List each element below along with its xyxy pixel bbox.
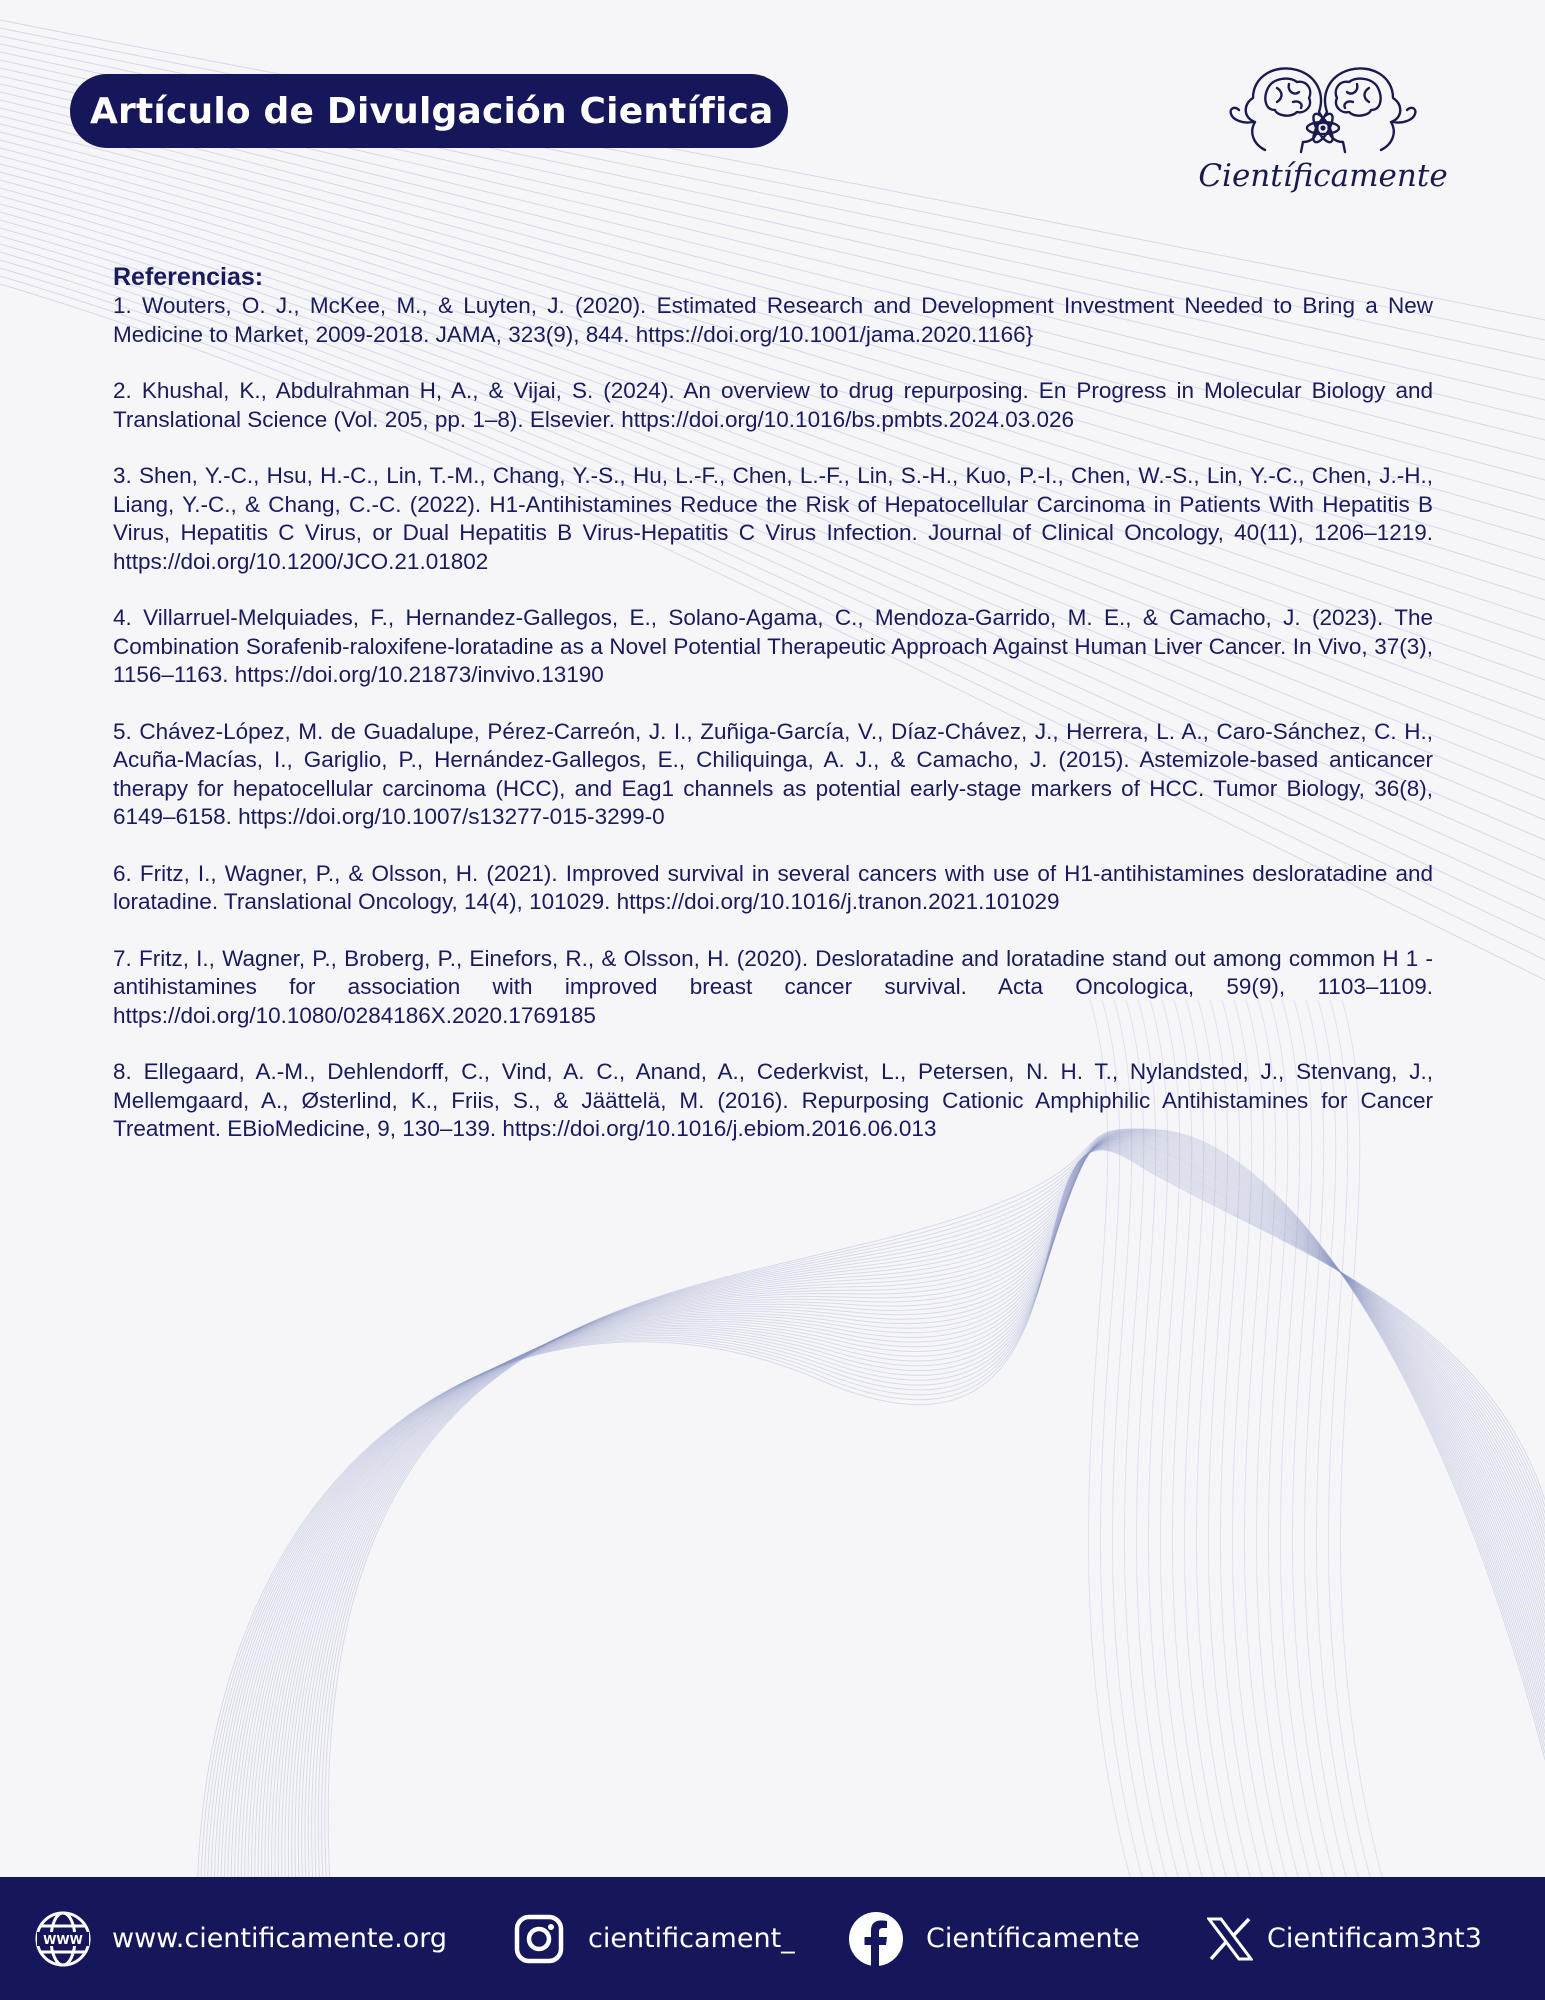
- footer-bar: [0, 1877, 1545, 2000]
- globe-www-icon: [34, 1910, 92, 1968]
- reference-item: 1. Wouters, O. J., McKee, M., & Luyten, J. (2020). Estimated Research and Development Investment Needed to Bring a New Medicine to Market, 2009-2018. JAMA, 323(9), 844. https://doi.org/10.1001/jama.2020.1166}: [113, 293, 1433, 347]
- footer-instagram-link[interactable]: [514, 1877, 795, 2000]
- reference-item: 6. Fritz, I., Wagner, P., & Olsson, H. (2021). Improved survival in several cancers with use of H1-antihistamines desloratadine and loratadine. Translational Oncology, 14(4), 101029. https://doi.org/10.1016/j.tranon.2021.101029: [113, 860, 1433, 914]
- reference-item: 7. Fritz, I., Wagner, P., Broberg, P., Einefors, R., & Olsson, H. (2020). Desloratadine and loratadine stand out among common H 1 -antihistamines for association with improved breast cancer survival. Acta Oncologica, 59(9), 1103–1109. https://doi.org/10.1080/0284186X.2020.1769185: [113, 945, 1433, 1028]
- reference-item: 5. Chávez-López, M. de Guadalupe, Pérez-Carreón, J. I., Zuñiga-García, V., Díaz-Chávez, J., Herrera, L. A., Caro-Sánchez, C. H., Acuña-Macías, I., Gariglio, P., Hernández-Gallegos, E., Chiliquinga, A. J., & Camacho, J. (2015). Astemizole-based anticancer therapy for hepatocellular carcinoma (HCC), and Eag1 channels as potential early-stage markers of HCC. Tumor Biology, 36(8), 6149–6158. https://doi.org/10.1007/s13277-015-3299-0: [113, 718, 1433, 829]
- article-type-banner: [70, 74, 788, 148]
- facebook-icon: [848, 1911, 904, 1967]
- brain-heads-atom-logo-icon: [1213, 58, 1433, 158]
- facebook-page-name: Científicamente: [926, 1923, 1140, 1954]
- reference-item: 2. Khushal, K., Abdulrahman H, A., & Vijai, S. (2024). An overview to drug repurposing. En Progress in Molecular Biology and Translational Science (Vol. 205, pp. 1–8). Elsevier. https://doi.org/10.1016/bs.pmbts.2024.03.026: [113, 378, 1433, 432]
- footer-facebook-link[interactable]: [848, 1877, 1140, 2000]
- instagram-icon: [514, 1914, 564, 1964]
- footer-website-link[interactable]: [34, 1877, 447, 2000]
- references-section: [113, 262, 1433, 1172]
- x-handle: Cientificam3nt3: [1267, 1923, 1482, 1954]
- instagram-handle: cientificament_: [588, 1923, 795, 1954]
- footer-x-link[interactable]: [1207, 1877, 1482, 2000]
- website-url: www.cientificamente.org: [112, 1923, 447, 1954]
- reference-item: 8. Ellegaard, A.-M., Dehlendorff, C., Vind, A. C., Anand, A., Cederkvist, L., Petersen, N. H. T., Nylandsted, J., Stenvang, J., Mellemgaard, A., Østerlind, K., Friis, S., & Jäättelä, M. (2016). Repurposing Cationic Amphiphilic Antihistamines for Cancer Treatment. EBioMedicine, 9, 130–139. https://doi.org/10.1016/j.ebiom.2016.06.013: [113, 1059, 1433, 1141]
- svg-text:WWW: WWW: [43, 1932, 83, 1947]
- references-heading: Referencias:: [113, 263, 264, 291]
- x-icon: [1207, 1917, 1253, 1961]
- brand-name: Científicamente: [1198, 158, 1448, 194]
- brand-logo[interactable]: [1198, 58, 1448, 208]
- article-type-title: Artículo de Divulgación Científica: [90, 90, 774, 132]
- reference-item: 4. Villarruel-Melquiades, F., Hernandez-Gallegos, E., Solano-Agama, C., Mendoza-Garrido, M. E., & Camacho, J. (2023). The Combination Sorafenib-raloxifene-loratadine as a Novel Potential Therapeutic Approach Against Human Liver Cancer. In Vivo, 37(3), 1156–1163. https://doi.org/10.21873/invivo.13190: [113, 605, 1433, 687]
- reference-item: 3. Shen, Y.-C., Hsu, H.-C., Lin, T.-M., Chang, Y.-S., Hu, L.-F., Chen, L.-F., Lin, S.-H., Kuo, P.-I., Chen, W.-S., Lin, Y.-C., Chen, J.-H., Liang, Y.-C., & Chang, C.-C. (2022). H1-Antihistamines Reduce the Risk of Hepatocellular Carcinoma in Patients With Hepatitis B Virus, Hepatitis C Virus, or Dual Hepatitis B Virus-Hepatitis C Virus Infection. Journal of Clinical Oncology, 40(11), 1206–1219. https://doi.org/10.1200/JCO.21.01802: [113, 463, 1433, 574]
